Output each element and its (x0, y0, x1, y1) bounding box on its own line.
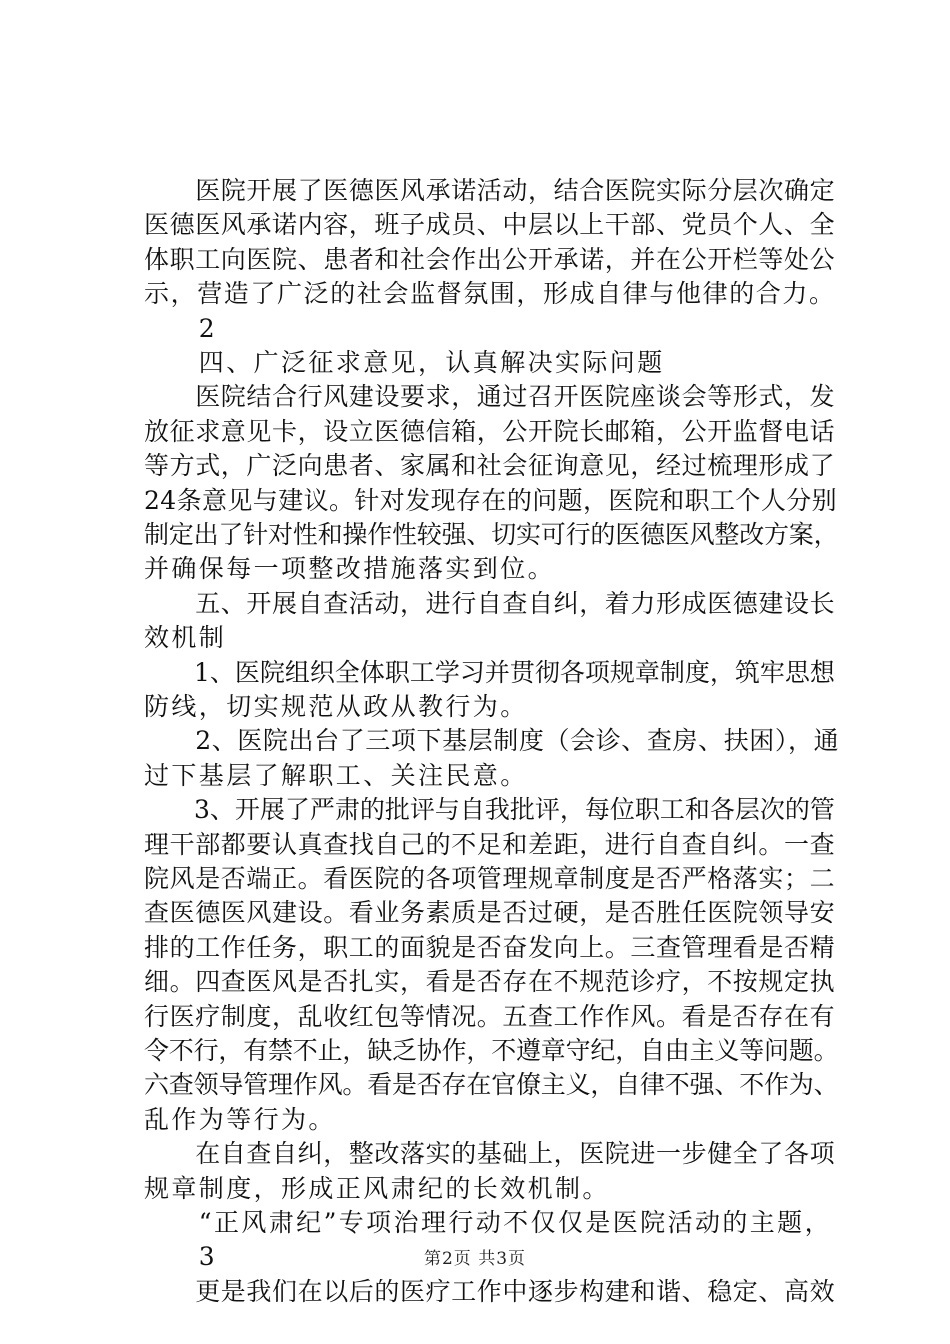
text-line: 制定出了针对性和操作性较强、切实可行的医德医风整改方案， (144, 520, 839, 549)
text-line: 理干部都要认真查找自己的不足和差距，进行自查自纠。一查 (144, 830, 836, 859)
text-line: 排的工作任务，职工的面貌是否奋发向上。三查管理看是否精 (144, 933, 836, 962)
text-line: 1、医院组织全体职工学习并贯彻各项规章制度，筑牢思想 (144, 658, 835, 687)
text-line: 医院结合行风建设要求，通过召开医院座谈会等形式，发 (144, 382, 836, 411)
text-line: 细。四查医风是否扎实，看是否存在不规范诊疗，不按规定执 (144, 967, 836, 996)
text-line: 乱作为等行为。 (144, 1105, 336, 1134)
page-footer: 第2页 共3页 (423, 1249, 527, 1269)
text-line: 效机制 (144, 623, 227, 652)
text-line: 等方式，广泛向患者、家属和社会征询意见，经过梳理形成了 (144, 451, 836, 480)
text-line: 行医疗制度，乱收红包等情况。五查工作作风。看是否存在有 (144, 1002, 836, 1031)
text-line: “正风肃纪”专项治理行动不仅仅是医院活动的主题， (144, 1208, 832, 1237)
text-line: 院风是否端正。看医院的各项管理规章制度是否严格落实；二 (144, 864, 836, 893)
text-line: 令不行，有禁不止，缺乏协作，不遵章守纪，自由主义等问题。 (144, 1036, 839, 1065)
text-line: 2、医院出台了三项下基层制度（会诊、查房、扶困），通 (144, 726, 840, 755)
text-line: 五、开展自查活动，进行自查自纠，着力形成医德建设长 (144, 589, 836, 618)
text-line: 放征求意见卡，设立医德信箱，公开院长邮箱，公开监督电话 (144, 417, 836, 446)
text-line: 六查领导管理作风。看是否存在官僚主义，自律不强、不作为、 (144, 1070, 839, 1099)
text-line: 更是我们在以后的医疗工作中逐步构建和谐、稳定、高效 (144, 1277, 836, 1306)
text-line: 防线，切实规范从政从教行为。 (144, 692, 528, 721)
text-line: 3、开展了严肃的批评与自我批评，每位职工和各层次的管 (144, 795, 835, 824)
text-line: 规章制度，形成正风肃纪的长效机制。 (144, 1174, 610, 1203)
text-line: 四、广泛征求意见，认真解决实际问题 (144, 348, 665, 377)
text-line: 24条意见与建议。针对发现存在的问题，医院和职工个人分别 (144, 486, 838, 515)
text-line: 查医德医风建设。看业务素质是否过硬，是否胜任医院领导安 (144, 898, 836, 927)
text-line: 过下基层了解职工、关注民意。 (144, 761, 528, 790)
text-line: 医德医风承诺内容，班子成员、中层以上干部、党员个人、全 (144, 210, 836, 239)
text-line: 医院开展了医德医风承诺活动，结合医院实际分层次确定 (144, 176, 836, 205)
text-line: 并确保每一项整改措施落实到位。 (144, 554, 556, 583)
text-line: 示，营造了广泛的社会监督氛围，形成自律与他律的合力。 (144, 279, 836, 308)
text-line: 2 (144, 314, 218, 343)
text-line: 3 (144, 1242, 218, 1271)
text-line: 在自查自纠，整改落实的基础上，医院进一步健全了各项 (144, 1139, 836, 1168)
text-line: 体职工向医院、患者和社会作出公开承诺，并在公开栏等处公 (144, 245, 836, 274)
